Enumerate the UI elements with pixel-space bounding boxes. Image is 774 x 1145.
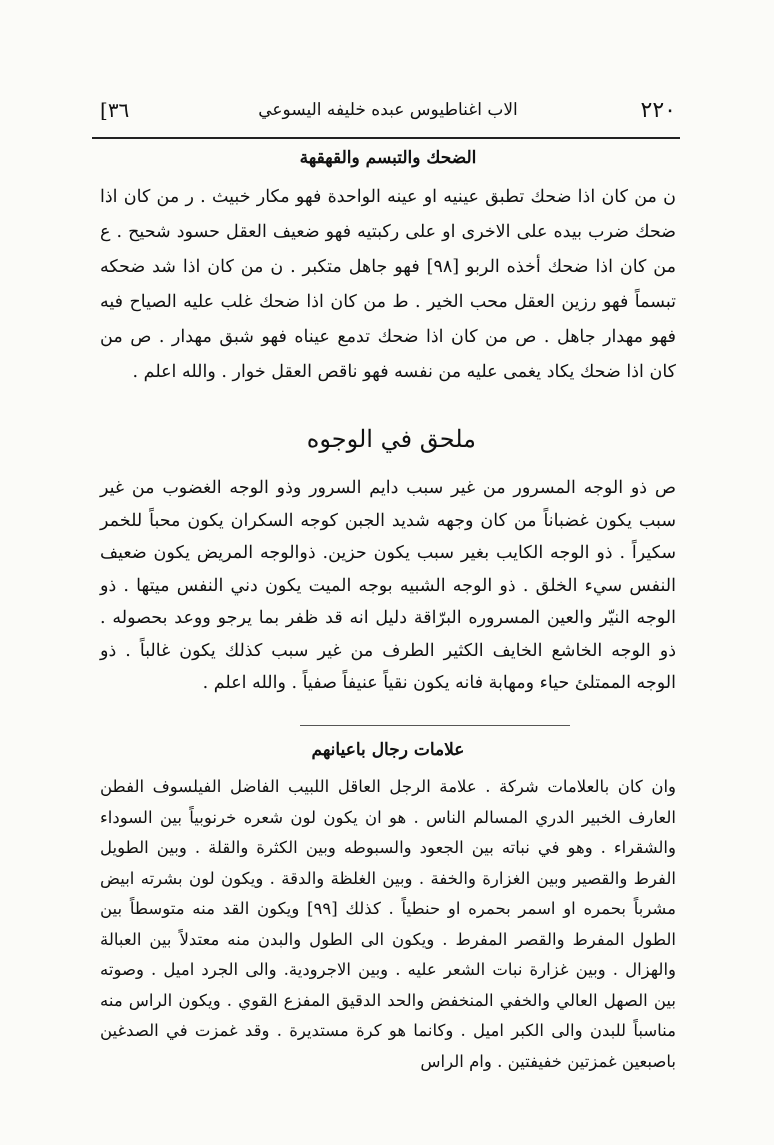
section-divider: [300, 725, 570, 726]
section-body-laughter: [100, 180, 676, 390]
sequence-number: [٣٦: [100, 98, 130, 122]
header-rule: [92, 137, 680, 139]
section-title-signs: علامات رجال باعيانهم: [311, 740, 465, 760]
section-title-laughter: الضحك والتبسم والقهقهة: [299, 148, 477, 168]
running-header: [100, 92, 676, 132]
paragraph: ن من كان اذا ضحك تطبق عينيه او عينه الواحدة فهو مكار خبيث . ر من كان اذا ضحك ضرب بيده على الاخرى او على ركبتيه فهو ضعيف العقل حسود شحيح . ع من كان اذا ضحك أخذه الربو [٩٨] فهو جاهل متكبر . ن من كان اذا شد ضحكه تبسماً فهو رزين العقل محب الخير . ط من كان اذا ضحك غلب عليه الصياح فيه فهو مهدار جاهل . ص من كان اذا ضحك تدمع عيناه فهو شبق مهدار . ص من كان اذا ضحك يكاد يغمى عليه من نفسه فهو ناقص العقل خوار . والله اعلم .: [100, 187, 676, 382]
section-body-faces: [100, 472, 676, 700]
paragraph: ص ذو الوجه المسرور من غير سبب دايم السرور وذو الوجه الغضوب من غير سبب يكون غضباناً من كان وجهه شديد الجبن كوجه السكران يكون محباً للخمر سكيراً . ذو الوجه الكايب بغير سبب يكون حزين. ذوالوجه المريض يكون ضعيف النفس سيء الخلق . ذو الوجه الشبيه بوجه الميت يكون دني النفس ميتها . ذو الوجه النيّر والعين المسروره البرّاقة دليل انه قد ظفر بما يرجو ووعد بحصوله . ذو الوجه الخاشع الخايف الكثير الطرف من غير سبب كذلك يكون غالباً . ذو الوجه الممتلئ حياء ومهابة فانه يكون نقياً عنيفاً صفياً . والله اعلم .: [100, 478, 676, 693]
paragraph: وان كان بالعلامات شركة . علامة الرجل العاقل اللبيب الفاضل الفيلسوف الفطن العارف الخبير الدري المسالم الناس . هو ان يكون لون شعره خرنوبياً بين السوداء والشقراء . وهو في نباته بين الجعود والسبوطه وبين الكثرة والقلة . وبين الطويل الفرط والقصير وبين الغزارة والخفة . وبين الغلظة والدقة . ويكون لون بشرته ابيض مشرباً بحمره او اسمر بحمره او حنطياً . كذلك [٩٩] ويكون القد منه متوسطاً بين الطول المفرط والقصر المفرط . ويكون الى الطول والبدن منه معتدلاً بين العبالة والهزال . وبين غزارة نبات الشعر عليه . وبين الاجرودية. والى الجرد اميل . وصوته بين الصهل العالي والخفي المنخفض والحد الدقيق المفزع القوي . ويكون الراس منه مناسباً للبدن والى الكبر اميل . وكانما هو كرة مستديرة . وقد غمزت في الصدغين باصبعين غمزتين خفيفتين . وام الراس: [100, 777, 676, 1071]
page-number: ٢٢٠: [640, 98, 676, 123]
section-body-signs: [100, 772, 676, 1077]
section-title-faces: ملحق في الوجوه: [306, 425, 476, 453]
running-title: الاب اغناطيوس عبده خليفه اليسوعي: [258, 100, 518, 120]
